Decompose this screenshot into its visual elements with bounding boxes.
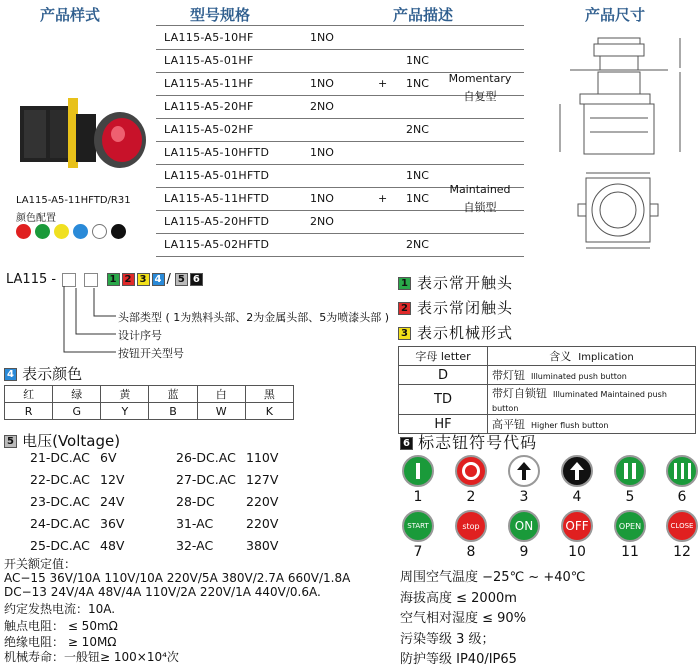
code-num-4: 4 xyxy=(152,273,165,286)
model-row xyxy=(156,141,524,165)
symbol-number: 3 xyxy=(519,489,529,505)
legend-num: 1 xyxy=(398,277,411,290)
symbol-text-icon xyxy=(508,510,540,542)
type-momentary-cn: 自复型 xyxy=(463,90,497,103)
code-num-3: 3 xyxy=(137,273,150,286)
color-name-cell: 绿 xyxy=(53,386,101,403)
color-code-cell: R xyxy=(5,403,53,420)
voltage-value: 220V xyxy=(246,516,279,531)
code-desc-model: 按钮开关型号 xyxy=(118,347,184,360)
model-code: LA115-A5-20HF xyxy=(164,100,254,113)
contact-c1: 1NO xyxy=(310,31,334,44)
color-code-cell: K xyxy=(245,403,293,420)
letter-table-header xyxy=(399,347,696,366)
model-code: LA115-A5-11HF xyxy=(164,77,254,90)
color-names-row xyxy=(5,386,294,403)
voltage-code: 26-DC.AC xyxy=(176,450,236,465)
symbols-title xyxy=(400,430,537,453)
legend-num: 2 xyxy=(398,302,411,315)
code-prefix: LA115 - xyxy=(6,272,57,287)
model-code: LA115-A5-01HFTD xyxy=(164,169,270,182)
voltage-value: 48V xyxy=(100,538,125,553)
symbol-bar2-icon xyxy=(614,455,646,487)
symbols-num: 6 xyxy=(400,437,413,450)
symbol-label: CLOSE xyxy=(670,522,694,530)
legend-item xyxy=(398,322,513,343)
spec-contact-resistance: 触点电阻： ≤ 50mΩ xyxy=(4,619,118,633)
letter-meaning xyxy=(488,385,696,415)
letter-code: TD xyxy=(399,385,488,415)
model-code: LA115-A5-10HFTD xyxy=(164,146,270,159)
symbol-text-icon xyxy=(455,510,487,542)
header-style: 产品样式 xyxy=(40,6,101,24)
symbol-number: 5 xyxy=(625,489,635,505)
letter-meaning-en: Illuminated Maintained push button xyxy=(492,390,667,413)
spec-ac15: AC−15 36V/10A 110V/10A 220V/5A 380V/2.7A 660V/1.8A xyxy=(4,571,351,585)
env-temp: 周围空气温度 −25℃ ~ +40℃ xyxy=(400,570,586,585)
type-momentary-en: Momentary xyxy=(448,72,512,85)
letter-table xyxy=(398,346,696,434)
letter-code: HF xyxy=(399,415,488,434)
color-name-cell: 红 xyxy=(5,386,53,403)
symbol-label: OPEN xyxy=(618,521,642,531)
color-dot xyxy=(92,224,107,239)
model-code: LA115-A5-20HFTD xyxy=(164,215,270,228)
voltage-value: 127V xyxy=(246,472,279,487)
contact-plus: + xyxy=(378,192,388,205)
symbol-label: START xyxy=(407,522,429,530)
env-humidity: 空气相对湿度 ≤ 90% xyxy=(400,611,527,626)
letter-meaning-en: Higher flush button xyxy=(531,421,609,430)
code-desc-head: 头部类型 ( 1为熟料头部、2为金属头部、5为喷漆头部 ) xyxy=(118,311,390,324)
voltage-value: 220V xyxy=(246,494,279,509)
letter-code: D xyxy=(399,366,488,385)
contact-c1: 2NO xyxy=(310,215,334,228)
color-name-cell: 白 xyxy=(197,386,245,403)
type-maintained xyxy=(442,183,518,215)
symbol-number: 4 xyxy=(572,489,582,505)
symbol-number: 12 xyxy=(673,544,691,560)
contact-c1: 1NO xyxy=(310,146,334,159)
meaning-header-en: Implication xyxy=(578,352,634,363)
model-row xyxy=(156,26,524,50)
color-dot xyxy=(16,224,31,239)
color-codes-row xyxy=(5,403,294,420)
color-dot xyxy=(73,224,88,239)
symbol-arrow-icon xyxy=(561,455,593,487)
spec-current: 约定发热电流：10A. xyxy=(4,602,116,616)
voltage-code: 27-DC.AC xyxy=(176,472,236,487)
symbol-number: 7 xyxy=(413,544,423,560)
code-desc-serial: 设计序号 xyxy=(118,329,162,342)
header-size: 产品尺寸 xyxy=(585,6,646,24)
contact-c2: 2NC xyxy=(406,238,429,251)
voltage-value: 24V xyxy=(100,494,125,509)
symbol-ring-icon xyxy=(455,455,487,487)
letter-table-body xyxy=(399,366,696,434)
color-code-cell: Y xyxy=(101,403,149,420)
code-num-2: 2 xyxy=(122,273,135,286)
contact-c1: 1NO xyxy=(310,77,334,90)
voltage-label: 电压(Voltage) xyxy=(22,432,121,450)
voltage-code: 22-DC.AC xyxy=(30,472,90,487)
symbol-number: 2 xyxy=(466,489,476,505)
color-table xyxy=(4,385,294,420)
model-code: LA115-A5-11HFTD xyxy=(164,192,270,205)
spec-rating-title: 开关额定值： xyxy=(4,557,77,571)
voltage-code: 24-DC.AC xyxy=(30,516,90,531)
symbol-label: stop xyxy=(462,521,480,531)
legend-text: 表示机械形式 xyxy=(417,324,514,342)
product-caption: LA115-A5-11HFTD/R31 xyxy=(16,195,131,206)
meaning-header-cn: 含义 xyxy=(549,350,572,363)
spec-dc13: DC−13 24V/4A 48V/4A 110V/2A 220V/1A 440V/0.6A. xyxy=(4,585,321,599)
voltage-code: 25-DC.AC xyxy=(30,538,90,553)
model-code: LA115-A5-10HF xyxy=(164,31,254,44)
contact-c2: 1NC xyxy=(406,77,429,90)
env-ip: 防护等级 IP40/IP65 xyxy=(400,652,517,667)
voltage-code: 32-AC xyxy=(176,538,214,553)
contact-c2: 1NC xyxy=(406,192,429,205)
model-list-top-border xyxy=(156,25,524,26)
env-altitude: 海拔高度 ≤ 2000m xyxy=(400,591,517,606)
model-code: LA115-A5-01HF xyxy=(164,54,254,67)
voltage-num: 5 xyxy=(4,435,17,448)
header-desc: 产品描述 xyxy=(393,6,454,24)
letter-meaning-en: Illuminated push button xyxy=(531,372,627,381)
code-num-5: 5 xyxy=(175,273,188,286)
voltage-value: 12V xyxy=(100,472,125,487)
legend-text: 表示常闭触头 xyxy=(417,299,514,317)
code-box-1 xyxy=(62,273,76,287)
color-name-cell: 蓝 xyxy=(149,386,197,403)
type-momentary xyxy=(442,72,518,104)
dimension-drawing xyxy=(540,28,690,278)
symbol-text-icon xyxy=(614,510,646,542)
code-line xyxy=(6,272,203,287)
voltage-value: 36V xyxy=(100,516,125,531)
code-num-6: 6 xyxy=(190,273,203,286)
symbol-label: OFF xyxy=(565,519,589,533)
letter-meaning xyxy=(488,366,696,385)
symbol-number: 10 xyxy=(568,544,586,560)
symbol-text-icon xyxy=(666,510,698,542)
symbol-label: ON xyxy=(514,519,534,533)
legend-num: 3 xyxy=(398,327,411,340)
type-maintained-cn: 自锁型 xyxy=(463,201,497,214)
model-row xyxy=(156,49,524,73)
contact-c1: 1NO xyxy=(310,192,334,205)
legend-text: 表示常开触头 xyxy=(417,274,514,292)
symbol-text-icon xyxy=(561,510,593,542)
color-code-cell: W xyxy=(197,403,245,420)
contact-c2: 1NC xyxy=(406,54,429,67)
color-name-cell: 黄 xyxy=(101,386,149,403)
color-section-title xyxy=(4,363,82,384)
voltage-value: 6V xyxy=(100,450,117,465)
symbol-number: 11 xyxy=(621,544,639,560)
color-dot xyxy=(111,224,126,239)
header-model: 型号规格 xyxy=(190,6,251,24)
code-numbers xyxy=(105,272,203,287)
model-row xyxy=(156,118,524,142)
letter-row xyxy=(399,366,696,385)
legend-item xyxy=(398,297,513,318)
symbol-bar-icon xyxy=(402,455,434,487)
letter-meaning-cn: 带灯自锁钮 xyxy=(492,387,547,400)
env-pollution: 污染等级 3 级； xyxy=(400,632,495,647)
model-row xyxy=(156,233,524,257)
code-slash: / xyxy=(166,272,171,287)
symbols-label: 标志钮符号代码 xyxy=(418,433,538,452)
color-section-num: 4 xyxy=(4,368,17,381)
color-code-cell: G xyxy=(53,403,101,420)
spec-insulation: 绝缘电阻： ≥ 10MΩ xyxy=(4,635,117,649)
model-code: LA115-A5-02HF xyxy=(164,123,254,136)
color-config-label: 颜色配置 xyxy=(16,213,56,224)
color-section-label: 表示颜色 xyxy=(22,365,83,383)
voltage-code: 23-DC.AC xyxy=(30,494,90,509)
code-leader-lines xyxy=(60,286,120,360)
voltage-value: 380V xyxy=(246,538,279,553)
legend-item xyxy=(398,272,513,293)
model-code: LA115-A5-02HFTD xyxy=(164,238,270,251)
symbol-arrow-icon xyxy=(508,455,540,487)
voltage-code: 31-AC xyxy=(176,516,214,531)
voltage-title xyxy=(4,430,120,451)
contact-c1: 2NO xyxy=(310,100,334,113)
code-num-1: 1 xyxy=(107,273,120,286)
letter-row xyxy=(399,385,696,415)
letter-header: 字母 letter xyxy=(399,347,488,366)
voltage-code: 21-DC.AC xyxy=(30,450,90,465)
voltage-value: 110V xyxy=(246,450,279,465)
symbol-number: 8 xyxy=(466,544,476,560)
spec-mech-life: 机械寿命：一般钮≥ 100×10⁴次 xyxy=(4,650,179,664)
color-code-cell: B xyxy=(149,403,197,420)
symbol-number: 9 xyxy=(519,544,529,560)
symbol-number: 6 xyxy=(677,489,687,505)
contact-c2: 2NC xyxy=(406,123,429,136)
color-dot xyxy=(54,224,69,239)
letter-meaning-cn: 带灯钮 xyxy=(492,369,525,382)
color-dot xyxy=(35,224,50,239)
symbol-number: 1 xyxy=(413,489,423,505)
code-box-2 xyxy=(84,273,98,287)
symbol-text-icon xyxy=(402,510,434,542)
color-name-cell: 黑 xyxy=(245,386,293,403)
contact-c2: 1NC xyxy=(406,169,429,182)
type-maintained-en: Maintained xyxy=(449,183,511,196)
voltage-code: 28-DC xyxy=(176,494,215,509)
contact-plus: + xyxy=(378,77,388,90)
meaning-header xyxy=(488,347,696,366)
letter-meaning-cn: 高平钮 xyxy=(492,418,525,431)
symbol-bar3-icon xyxy=(666,455,698,487)
push-button-product-image xyxy=(10,84,150,184)
